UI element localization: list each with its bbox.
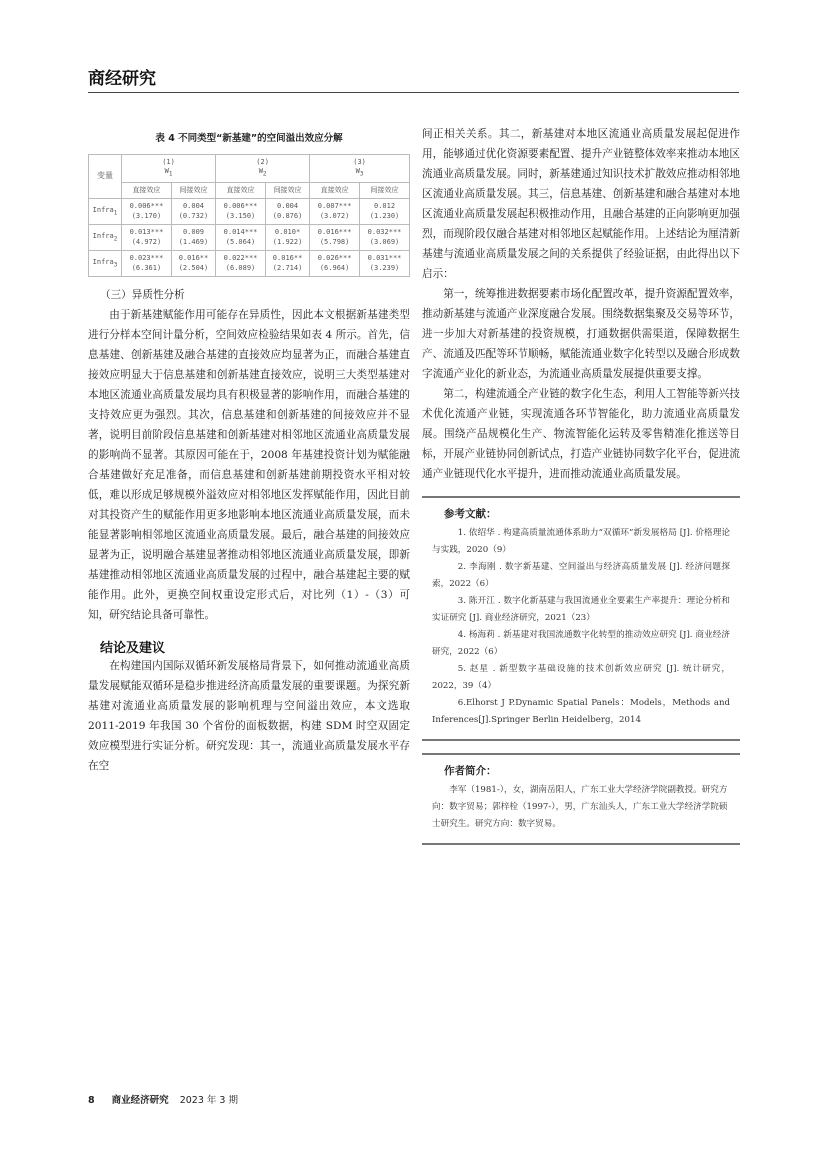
author-box (422, 753, 740, 845)
reference-item: 6.Elhorst J P.Dynamic Spatial Panels：Models，Methods and Inferences[J].Springer Berlin Heidelberg，2014 (432, 698, 730, 725)
table-cell (265, 251, 309, 277)
t-stat: (3.069) (369, 237, 400, 246)
footer-issue: 2023 年 3 期 (179, 1095, 238, 1106)
model-header (122, 155, 216, 183)
table-cell (360, 199, 410, 225)
effect-header: 直接效应 (122, 182, 172, 198)
table-caption: 表 4 不同类型“新基建”的空间溢出效应分解 (155, 133, 343, 144)
row-variable (89, 225, 122, 251)
results-table (88, 154, 410, 277)
model-header (216, 155, 310, 183)
reference-item: 1. 依绍华 . 构建高质量流通体系助力“双循环”新发展格局 [J]. 价格理论与实践，2020（9） (432, 528, 730, 555)
table-row (89, 199, 410, 225)
coef: 0.004 (277, 202, 299, 211)
table-cell (122, 225, 172, 251)
table-cell (360, 251, 410, 277)
paragraph: 第二，构建流通全产业链的数字化生态，利用人工智能等新兴技术优化流通产业链，实现流通各环节智能化，助力流通业高质量发展。围绕产品规模化生产、物流智能化运转及零售精准化推送等目标，开展产业链协同创新试点，打造产业链协同数字化平台，促进流通产业链现代化水平提升，进而推动流通业高质量发展。 (422, 388, 740, 480)
model-number: (2) (256, 158, 269, 166)
row-variable (89, 251, 122, 277)
model-number: (3) (353, 158, 366, 166)
author-bio: 李军（1981-），女，湖南岳阳人，广东工业大学经济学院副教授。研究方向：数字贸易；郭梓栓（1997-），男，广东汕头人，广东工业大学经济学院硕士研究生。研究方向：数字贸易。 (432, 785, 728, 829)
table-model-header-row (89, 155, 410, 183)
table-cell (216, 199, 266, 225)
coef: 0.006*** (223, 202, 258, 211)
paragraph: 由于新基建赋能作用可能存在异质性，因此本文根据新基建类型进行分样本空间计量分析，空间效应检验结果如表 4 所示。首先，信息基建、创新基建及融合基建的直接效应均显著为正，而融合基建直接效应明显大于信息基建和创新基建直接效应，说明三大类型基建对本地区流通业高质量发展均具有积极显著的影响作用，而融合基建的支持效应更为强烈。其次，信息基建和创新基建的间接效应并不显著，说明目前阶段信息基建和创新基建对相邻地区流通业高质量发展的影响尚不显著。其原因可能在于，2008 年基建投资计划为赋能融合基建做好充足准备，而信息基建和创新基建前期投资水平相对较低，难以形成足够规模外溢效应对相邻地区发挥赋能作用，因此目前对其投资产生的赋能作用更多地影响本地区流通业高质量发展，而未能显著影响相邻地区流通业高质量发展。最后，融合基建的间接效应显著为正，说明融合基建显著推动相邻地区流通业高质量发展，即新基建推动相邻地区流通业高质量发展的过程中，融合基建起主要的赋能作用。此外，更换空间权重设定形式后，对比列（1）-（3）可知，研究结论具备可靠性。 (88, 308, 410, 621)
table-cell (171, 251, 215, 277)
paragraph: 间正相关关系。其二，新基建对本地区流通业高质量发展起促进作用，能够通过优化资源要素配置、提升产业链整体效率来推动本地区流通业高质量发展。同时，新基建通过知识技术扩散效应推动相邻地区流通业高质量发展。其三，信息基建、创新基建和融合基建对本地区流通业高质量发展起积极推动作用，且融合基建的正向影响更加强烈，而现阶段仅融合基建对相邻地区起赋能作用。上述结论为厘清新基建与流通业高质量发展之间的关系提供了经验证据，由此得出以下启示： (422, 128, 740, 280)
coef: 0.022*** (223, 254, 258, 263)
body-text (88, 305, 410, 625)
coef: 0.026*** (317, 254, 352, 263)
table-cell (265, 199, 309, 225)
coef: 0.006*** (129, 202, 164, 211)
table-effect-header-row (89, 182, 410, 198)
table-cell (216, 251, 266, 277)
coef: 0.013*** (129, 228, 164, 237)
t-stat: (5.064) (225, 237, 256, 246)
t-stat: (2.504) (178, 263, 209, 272)
weight-sub: 2 (262, 170, 267, 178)
coef: 0.009 (182, 228, 205, 237)
weight-sub: 1 (168, 170, 173, 178)
reference-item: 5. 赵星 . 新型数字基础设施的技术创新效应研究 [J]. 统计研究，2022，39（4） (432, 664, 730, 691)
table-cell (216, 225, 266, 251)
coef: 0.014*** (223, 228, 258, 237)
table-corner: 变量 (89, 155, 122, 199)
paragraph: 第一，统筹推进数据要素市场化配置改革，提升资源配置效率，推动新基建与流通产业深度融合发展。围绕数据集聚及交易等环节，进一步加大对新基建的投资规模，打通数据供需渠道，保障数据生产、流通及匹配等环节顺畅，赋能流通业数字化转型以及融合形成数字流通产业化的新业态，为流通业高质量发展提供重要支撑。 (422, 288, 740, 380)
page-footer (88, 1092, 238, 1106)
var-sub: 3 (113, 261, 118, 269)
t-stat: (3.072) (319, 211, 350, 220)
body-text (88, 656, 410, 776)
journal-title: 商经研究 (88, 69, 156, 89)
t-stat: (1.230) (369, 211, 400, 220)
t-stat: (6.089) (225, 263, 256, 272)
table-cell (265, 225, 309, 251)
table-cell (122, 199, 172, 225)
weight-label: W (164, 167, 169, 176)
var-name: Infra (92, 206, 114, 215)
table-cell (171, 199, 215, 225)
coef: 0.032*** (367, 228, 402, 237)
coef: 0.023*** (129, 254, 164, 263)
table-row (89, 225, 410, 251)
coef: 0.016** (178, 254, 209, 263)
var-name: Infra (92, 231, 114, 240)
footer-journal: 商业经济研究 (111, 1095, 169, 1106)
table-cell (122, 251, 172, 277)
coef: 0.016*** (317, 228, 352, 237)
references-box (422, 496, 740, 741)
t-stat: (3.239) (369, 263, 400, 272)
table-cell (310, 251, 360, 277)
table-cell (310, 199, 360, 225)
var-sub: 1 (113, 209, 118, 217)
model-header (310, 155, 410, 183)
left-column (88, 124, 410, 776)
table-cell (171, 225, 215, 251)
t-stat: (1.922) (272, 237, 303, 246)
right-column (422, 124, 740, 845)
weight-sub: 3 (359, 170, 364, 178)
reference-item: 4. 杨海莉 . 新基建对我国流通数字化转型的推动效应研究 [J]. 商业经济研究，2022（6） (432, 630, 730, 657)
weight-label: W (258, 167, 263, 176)
reference-item: 3. 陈开江 . 数字化新基建与我国流通业全要素生产率提升：理论分析和实证研究 [J]. 商业经济研究，2021（23） (432, 596, 730, 623)
header-rule (88, 92, 739, 93)
t-stat: (3.170) (131, 211, 162, 220)
weight-label: W (355, 167, 360, 176)
references-title: 参考文献： (444, 508, 497, 520)
effect-header: 直接效应 (216, 182, 266, 198)
table-row (89, 251, 410, 277)
t-stat: (5.798) (319, 237, 350, 246)
table-cell (310, 225, 360, 251)
coef: 0.012 (373, 202, 396, 211)
page-number: 8 (88, 1095, 95, 1106)
effect-header: 间接效应 (171, 182, 215, 198)
coef: 0.016** (272, 254, 303, 263)
subsection-heading: （三）异质性分析 (100, 288, 185, 301)
coef: 0.007*** (317, 202, 352, 211)
section-heading: 结论及建议 (100, 640, 166, 656)
row-variable (89, 199, 122, 225)
model-number: (1) (162, 158, 175, 166)
reference-item: 2. 李海刚 . 数字新基建、空间溢出与经济高质量发展 [J]. 经济问题探索，2022（6） (432, 562, 730, 589)
var-sub: 2 (113, 235, 118, 243)
table-cell (360, 225, 410, 251)
t-stat: (3.150) (225, 211, 256, 220)
coef: 0.004 (182, 202, 205, 211)
var-name: Infra (92, 257, 114, 266)
effect-header: 直接效应 (310, 182, 360, 198)
effect-header: 间接效应 (360, 182, 410, 198)
coef: 0.031*** (367, 254, 402, 263)
t-stat: (0.732) (178, 211, 209, 220)
coef: 0.010* (274, 228, 301, 237)
t-stat: (0.876) (272, 211, 303, 220)
t-stat: (6.964) (319, 263, 350, 272)
t-stat: (2.714) (272, 263, 303, 272)
t-stat: (4.972) (131, 237, 162, 246)
paragraph: 在构建国内国际双循环新发展格局背景下，如何推动流通业高质量发展赋能双循环是稳步推进经济高质量发展的重要课题。为探究新基建对流通业高质量发展的影响机理与空间溢出效应，本文选取 2011-2019 年我国 30 个省份的面板数据，构建 SDM 时空双固定效应模型进行实证分析。研究发现：其一，流通业高质量发展水平存在空 (88, 659, 410, 772)
t-stat: (1.469) (178, 237, 209, 246)
effect-header: 间接效应 (265, 182, 309, 198)
author-title: 作者简介： (444, 765, 497, 777)
t-stat: (6.361) (131, 263, 162, 272)
body-text (422, 124, 740, 484)
